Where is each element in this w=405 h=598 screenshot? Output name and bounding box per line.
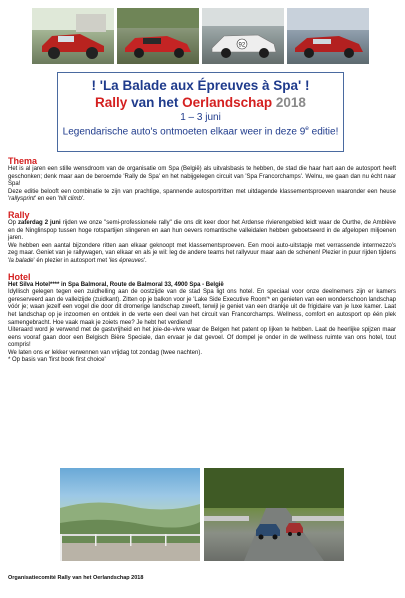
rally-p2-b: ' én plezier in autosport met ' — [33, 257, 110, 264]
hotel-paragraph-1: Idyllisch gelegen tegen een zuidhelling aan de oostzijde van de stad Spa ligt ons hotel. En speciaal voor onze deelnemers zijn er kamers gereserveerd aan de valleizijde (zuidkant). Zitten op je balkon voor je 'Lake Side Executive Room'* en genieten van een wonderschoon landschap vóór je; waan jezelf een vogel die door dit dromerige landschap zweeft, terwijl je geniet van een drankje uit de frigidaire van je luxe kamer. Laat het landschap op je inzoomen en ontdek in de verte een deel van het circuit van Francorchamps. Wellness, comfort en autosport op één plek samengebracht. Hoe vaak maak je zoiets mee? Je hebt het verdiend! — [8, 289, 396, 326]
header-photo-strip — [32, 8, 369, 64]
header-photo-red-coupe — [117, 8, 199, 64]
thema-p2-a: Deze editie belooft een combinatie te zijn van prachtige, spannende autosportritten met uitdagende klassementsproeven waaronder een heuse ' — [8, 188, 396, 203]
bottom-photo-row — [60, 468, 344, 561]
rally-p2-c: '. — [143, 257, 147, 264]
rally-p1-bold: zaterdag 2 juni — [18, 219, 61, 226]
event-tagline — [58, 125, 343, 137]
header-photo-alpine-car — [287, 8, 369, 64]
event-subtitle — [58, 95, 343, 110]
svg-text:92: 92 — [238, 42, 246, 49]
subtitle-rally: Rally — [95, 95, 132, 110]
hotel-paragraph-2: Uiteraard word je verwend met de gastvrijheid en het joie-de-vivre waar de Belgen het patent op lijken te hebben. Laat de heerlijke spijzen maar eens vooraf gaan door een Belgisch Bière Speciale, dan ervaar je dat gevoel. Of dompel je onder in de wellness ruimte van ons hotel, tout compris! — [8, 327, 396, 349]
road-with-cars-icon — [204, 468, 344, 561]
thema-p2-c: '. — [81, 196, 85, 203]
event-title: ! 'La Balade aux Épreuves à Spa' ! — [91, 78, 310, 93]
header-photo-red-classic-car — [32, 8, 114, 64]
hotel-heading: Hotel — [8, 271, 31, 282]
red-coupe-icon — [117, 8, 199, 64]
subtitle-year: 2018 — [275, 95, 306, 110]
header-photo-rally-car-92 — [202, 8, 284, 64]
rally-p1-b: rijden we onze "semi-professionele rally" die ons dit keer door het Ardense rivierengebied leidt waar de Ourthe, de Amblève en de Ninglinspop tussen hoge rotspartijen slingeren en aan hun oevers romantische valleidalen hebben geboetseerd in de afgelopen miljoenen jaren. — [8, 219, 396, 242]
subtitle-oerlandschap: Oerlandschap — [182, 95, 276, 110]
hotel-address: Het Silva Hotel**** in Spa Balmoral, Route de Balmoral 33, 4900 Spa - België — [8, 281, 224, 288]
red-classic-car-icon — [32, 8, 114, 64]
photo-hotel-balcony-view — [60, 468, 200, 561]
photo-rally-cars-on-road — [204, 468, 344, 561]
tagline-sup: e — [305, 125, 309, 132]
rally-p2-italic-1: la balade — [9, 257, 34, 264]
thema-p2-italic-1: rallysprint — [9, 196, 35, 203]
thema-heading: Thema — [8, 156, 38, 166]
footer: Organisatiecomité Rally van het Oerlandschap 2018 — [8, 575, 144, 581]
subtitle-van-het: van het — [131, 95, 183, 110]
red-alpine-car-icon — [287, 8, 369, 64]
rally-paragraph-2 — [8, 243, 396, 266]
thema-p2-b: ' en een ' — [34, 196, 59, 203]
event-dates: 1 – 3 juni — [180, 112, 221, 123]
rally-p1-a: Op — [8, 219, 19, 226]
tagline-text-b: editie! — [308, 126, 339, 138]
thema-p2-italic-2: hill climb — [58, 196, 82, 203]
hotel-paragraph-3: We laten ons er lekker verwennen van vrijdag tot zondag (twee nachten). — [8, 349, 202, 356]
rally-paragraph-1 — [8, 220, 396, 243]
hotel-footnote: * Op basis van 'first book first choice' — [8, 357, 106, 364]
content — [8, 153, 396, 365]
rally-heading: Rally — [8, 209, 30, 220]
rally-p2-italic-2: les épreuves — [109, 257, 144, 264]
thema-paragraph-1: Het is al jaren een stille wensdroom van de organisatie om Spa (België) als uitvalsbasis te hebben, de stad die haar hart aan de autosport heeft geschonken; denk maar aan de beroemde 'Rally de Spa' en het nabijgelegen circuit van 'Spa Francorchamps'. Welnu, we gaan dan nu écht naar Spa! — [8, 166, 396, 188]
rally-p2-a: We hebben een aantal bijzondere ritten aan elkaar geknoopt met klassementsproeven. Een mooi auto-uitstapje met verrassende intermezzo's zeg maar. Geniet van je rallywagen, van elkaar en als je wil: leg de andere teams het rallyvuur maar aan de schenen! Plezier in puur rijden tijdens ' — [8, 242, 396, 264]
title-box — [57, 72, 344, 152]
white-rally-car-icon — [202, 8, 284, 64]
tagline-text-a: Legendarische auto's ontmoeten elkaar weer in deze 9 — [62, 126, 306, 138]
thema-paragraph-2 — [8, 189, 396, 204]
balcony-view-icon — [60, 468, 200, 561]
